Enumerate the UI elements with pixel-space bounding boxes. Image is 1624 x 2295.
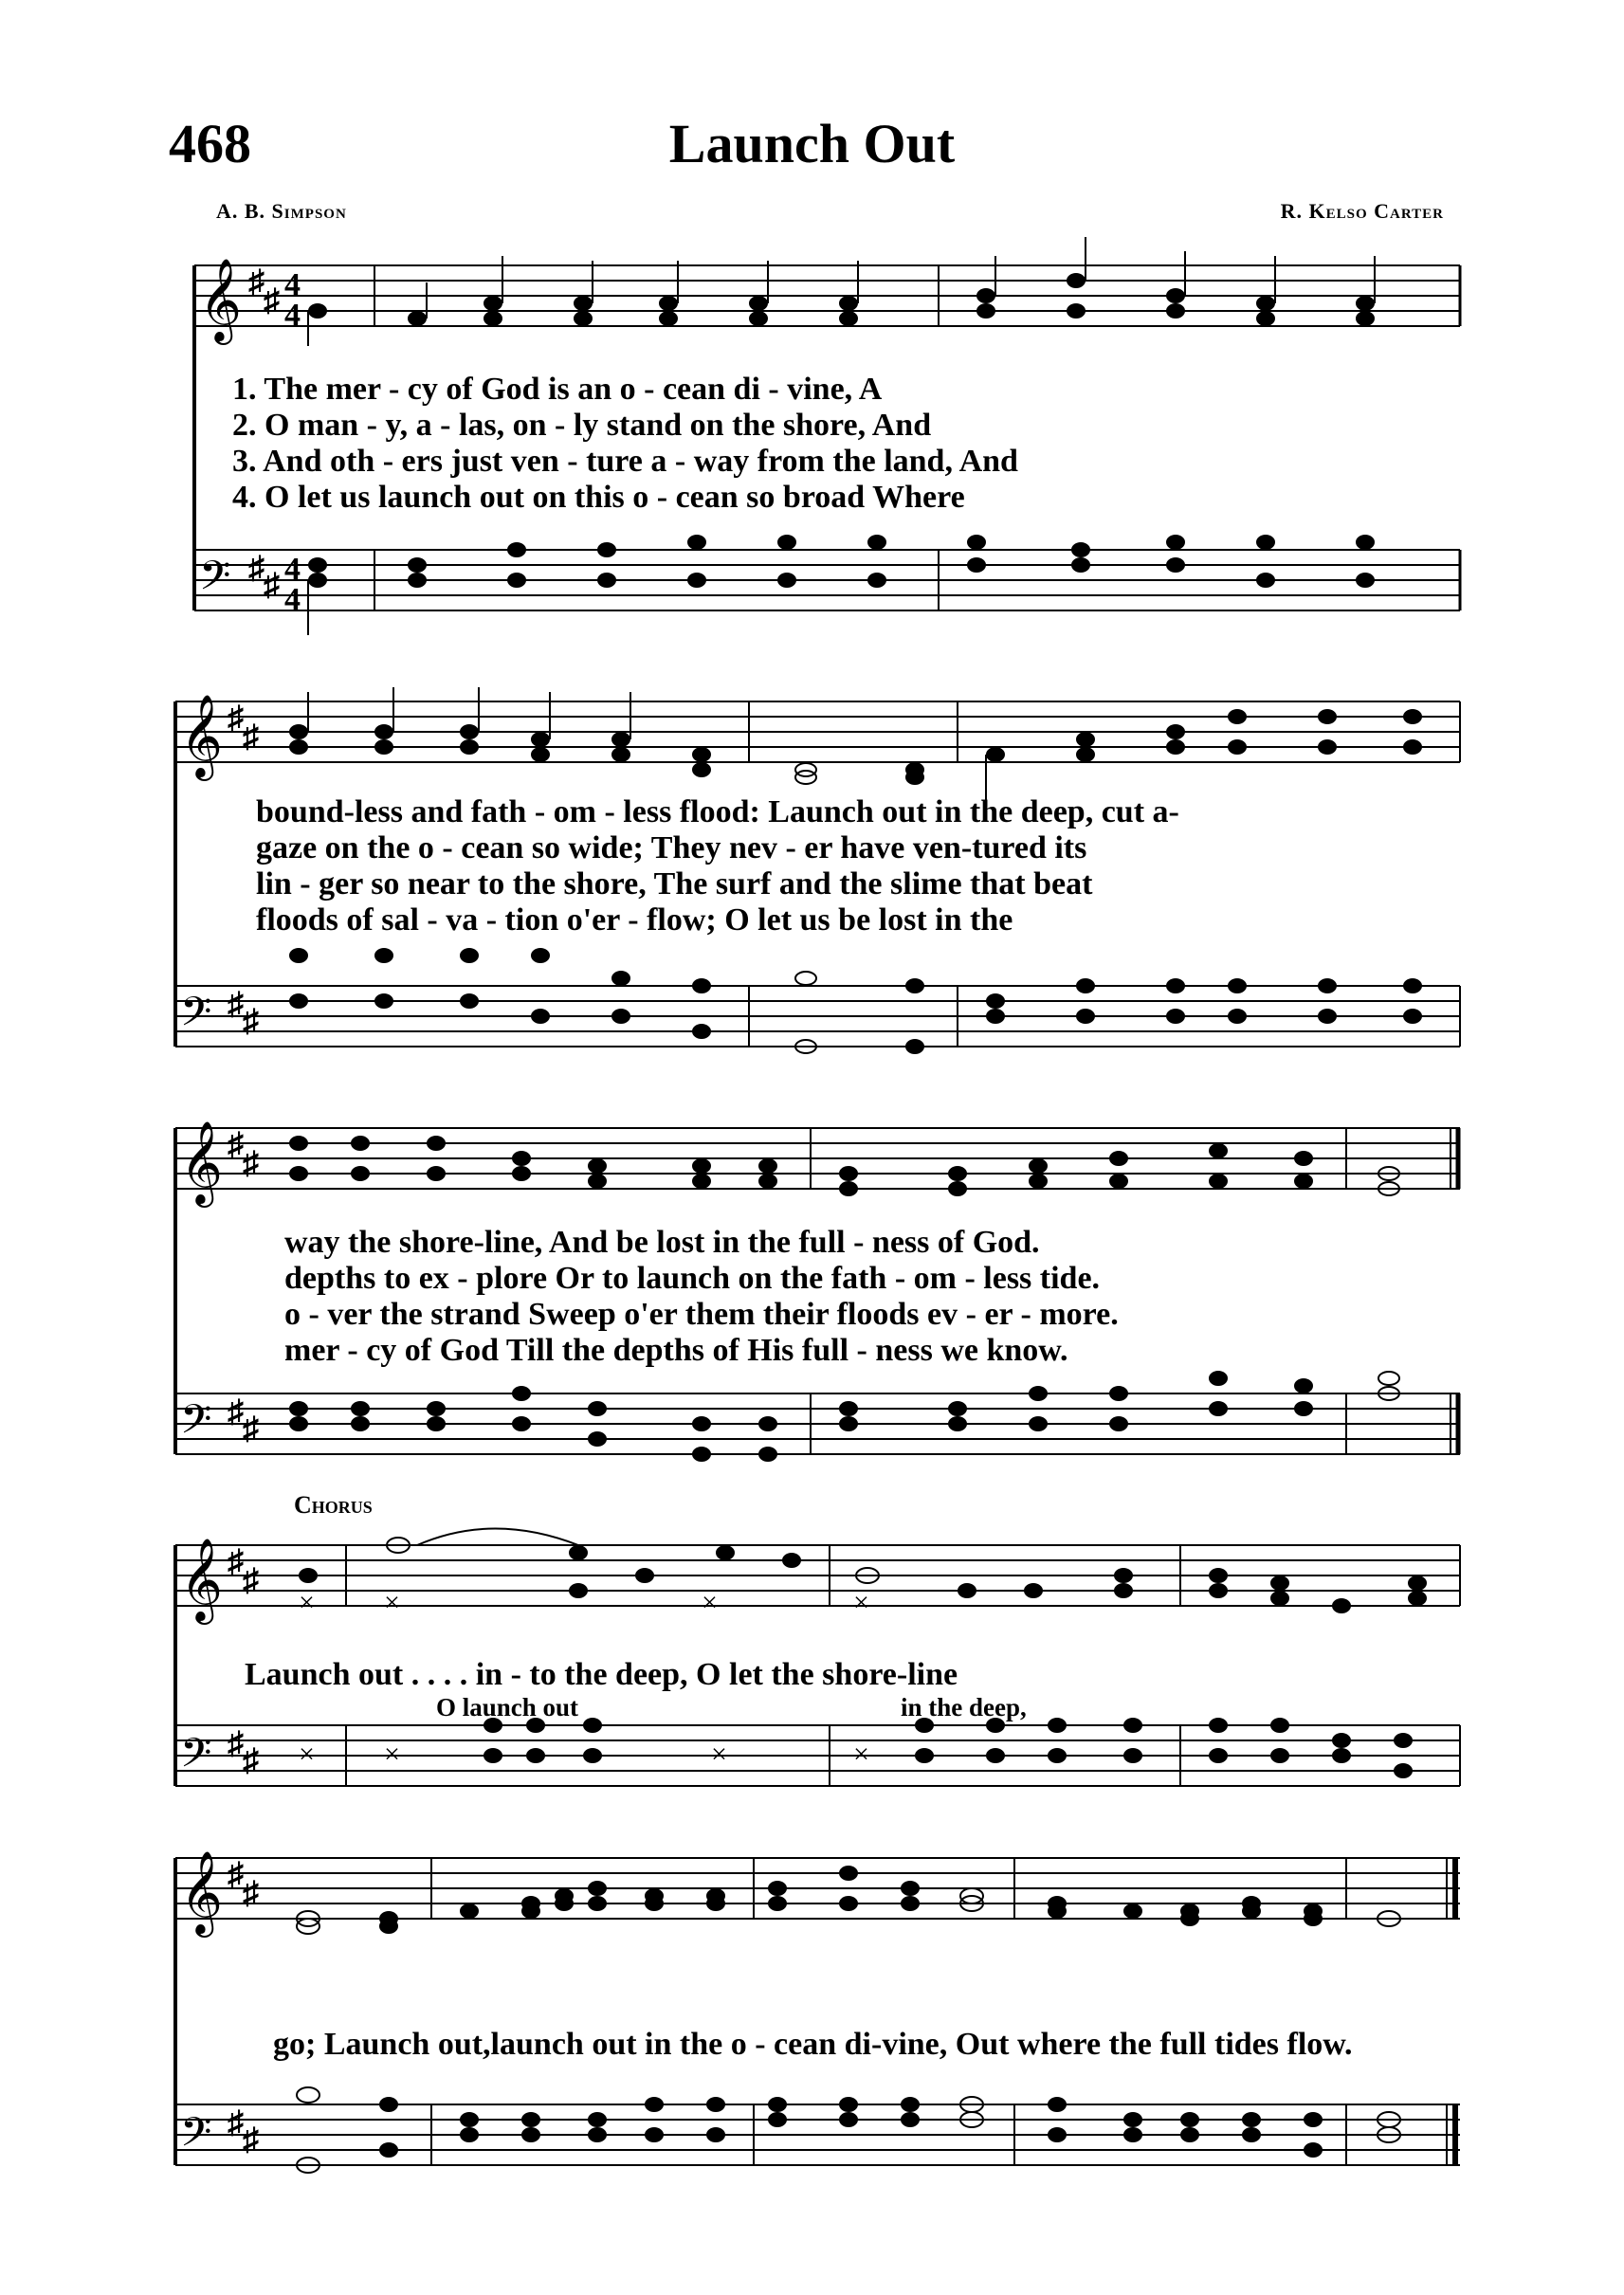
bass-clef-icon: 𝄢 <box>180 1396 212 1453</box>
svg-text:×: × <box>853 1739 869 1770</box>
treble-clef-icon: 𝄞 <box>180 1537 223 1621</box>
lyric-line-s2-v1: bound-less and fath - om - less flood: Launch out in the deep, cut a- <box>256 794 1179 829</box>
svg-text:♯: ♯ <box>264 568 280 603</box>
svg-text:♯: ♯ <box>243 1876 259 1911</box>
svg-text:♯: ♯ <box>228 1127 244 1162</box>
chorus-alt-lyric-2: in the deep, <box>901 1693 1027 1721</box>
hymn-number: 468 <box>169 113 251 174</box>
lyric-line-s3-v4: mer - cy of God Till the depths of His full - ness we know. <box>284 1333 1068 1368</box>
svg-text:♯: ♯ <box>243 2122 259 2158</box>
bass-clef-icon: 𝄢 <box>180 989 212 1046</box>
svg-text:♯: ♯ <box>243 719 259 755</box>
bass-clef-icon: 𝄢 <box>180 1730 212 1787</box>
svg-text:×: × <box>702 1587 718 1618</box>
hymn-title: Launch Out <box>668 113 956 174</box>
bass-clef-icon: 𝄢 <box>180 2109 212 2166</box>
svg-text:4: 4 <box>284 267 301 302</box>
svg-text:×: × <box>384 1587 400 1618</box>
lyric-line-s3-v3: o - ver the strand Sweep o'er them their floods ev - er - more. <box>284 1297 1119 1332</box>
svg-text:♯: ♯ <box>243 1412 259 1447</box>
svg-text:♯: ♯ <box>243 1743 259 1778</box>
svg-text:♯: ♯ <box>248 551 265 586</box>
svg-text:4: 4 <box>284 552 301 587</box>
svg-text:♯: ♯ <box>228 2105 244 2140</box>
lyric-line-s2-v2: gaze on the o - cean so wide; They nev - er have ven-tured its <box>256 830 1087 865</box>
treble-clef-icon: 𝄞 <box>180 693 223 777</box>
treble-clef-icon: 𝄞 <box>180 1120 223 1204</box>
svg-text:♯: ♯ <box>228 1544 244 1579</box>
svg-text:♯: ♯ <box>243 1146 259 1181</box>
svg-text:×: × <box>299 1587 315 1618</box>
svg-text:♯: ♯ <box>228 701 244 736</box>
svg-text:×: × <box>299 1739 315 1770</box>
bass-clef-icon: 𝄢 <box>199 553 231 610</box>
svg-text:♯: ♯ <box>243 1563 259 1598</box>
lyric-line-s2-v4: floods of sal - va - tion o'er - flow; O let us be lost in the <box>256 902 1013 938</box>
svg-text:♯: ♯ <box>228 1394 244 1430</box>
lyric-line-s1-v4: 4. O let us launch out on this o - cean so broad Where <box>232 480 965 515</box>
lyric-line-s3-v2: depths to ex - plore Or to launch on the fath - om - less tide. <box>284 1261 1101 1296</box>
svg-text:♯: ♯ <box>228 1726 244 1761</box>
treble-clef-icon: 𝄞 <box>180 1849 223 1934</box>
svg-text:×: × <box>853 1587 869 1618</box>
treble-clef-icon: 𝄞 <box>199 257 242 341</box>
svg-text:♯: ♯ <box>228 987 244 1022</box>
lyric-line-s1-v2: 2. O man - y, a - las, on - ly stand on the shore, And <box>232 408 932 443</box>
lyric-line-s3-v1: way the shore-line, And be lost in the full - ness of God. <box>284 1225 1040 1260</box>
author-credit: A. B. Simpson <box>216 199 347 223</box>
lyric-line-s1-v3: 3. And oth - ers just ven - ture a - way from the land, And <box>232 444 1018 479</box>
lyric-line-s1-v1: 1. The mer - cy of God is an o - cean di - vine, A <box>232 372 883 407</box>
svg-text:4: 4 <box>284 582 301 617</box>
composer-credit: R. Kelso Carter <box>1280 199 1444 223</box>
chorus-lyric-line-1: Launch out . . . . in - to the deep, O let the shore-line <box>245 1657 958 1692</box>
svg-text:♯: ♯ <box>264 283 280 319</box>
svg-text:♯: ♯ <box>243 1004 259 1039</box>
chorus-lyric-line-2: go; Launch out,launch out in the o - cean di-vine, Out where the full tides flow. <box>273 2027 1353 2062</box>
svg-text:♯: ♯ <box>248 264 265 300</box>
chorus-label: Chorus <box>294 1491 373 1519</box>
lyric-line-s2-v3: lin - ger so near to the shore, The surf and the slime that beat <box>256 866 1093 902</box>
svg-text:♯: ♯ <box>228 1857 244 1892</box>
svg-text:×: × <box>384 1739 400 1770</box>
chorus-alt-lyric-1: O launch out <box>436 1693 579 1721</box>
svg-text:×: × <box>711 1739 727 1770</box>
svg-text:4: 4 <box>284 298 301 333</box>
